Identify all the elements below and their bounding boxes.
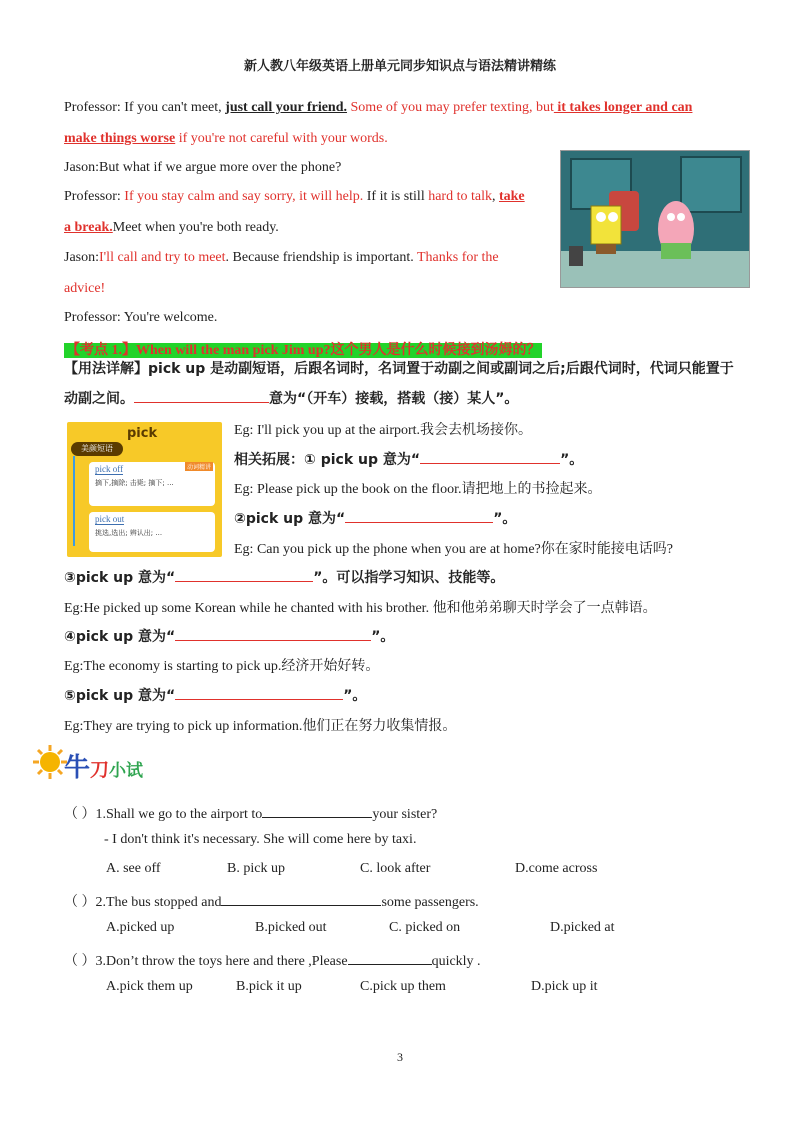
plain-text: 动副之间。: [64, 391, 134, 407]
dialogue-line-7: advice!: [64, 281, 106, 296]
dialogue-line-8: Professor: You're welcome.: [64, 310, 218, 325]
answer-text: if you're not careful with your words.: [175, 131, 388, 146]
extension-5: [64, 685, 366, 705]
option[interactable]: A. see off: [106, 861, 161, 876]
card-box-2: [89, 512, 215, 552]
dialogue-line-3: Jason:But what if we argue more over the phone?: [64, 160, 342, 175]
option[interactable]: D.picked at: [550, 920, 615, 935]
extension-3: [64, 567, 504, 587]
plain-text: （ ）1.Shall we go to the airport to: [64, 807, 263, 822]
plain-text: ”。: [343, 688, 367, 704]
plain-text: ”。: [560, 452, 584, 468]
plain-text: If it is still: [363, 189, 429, 204]
answer-text: Thanks for the: [416, 250, 499, 265]
dialogue-line-6: [64, 250, 499, 266]
card-box-1: [89, 462, 215, 506]
plain-text: ⑤pick up 意为“: [64, 688, 176, 704]
plain-text: （ ）2.The bus stopped and: [64, 895, 222, 910]
answer-blank[interactable]: [345, 510, 493, 523]
example-5: Eg:The economy is starting to pick up.经济开始好转。: [64, 659, 380, 674]
speaker-text: Professor: If you can't meet,: [64, 100, 226, 115]
cartoon-scene-icon: [561, 151, 749, 287]
plain-text: 意为“（开车）接载，搭载（接）某人”。: [269, 391, 519, 407]
dialogue-line-5: [64, 220, 279, 236]
pick-card-image: [67, 422, 222, 557]
page-number: 3: [397, 1050, 403, 1064]
answer-blank[interactable]: [262, 805, 372, 818]
card-desc-2: 挑选,选出; 辨认出; ...: [95, 529, 163, 537]
speaker-text: Professor:: [64, 189, 125, 204]
plain-text: some passengers.: [381, 895, 479, 910]
extension-4: [64, 626, 394, 646]
answer-text: take: [498, 189, 525, 204]
plain-text: ④pick up 意为“: [64, 629, 176, 645]
plain-text: ”。: [371, 629, 395, 645]
plain-text: ②pick up 意为“: [234, 511, 346, 527]
card-term-1: pick off: [95, 464, 124, 474]
card-tag: 动词精讲: [187, 464, 212, 471]
option[interactable]: B.picked out: [255, 920, 327, 935]
page-header: 新人教八年级英语上册单元同步知识点与语法精讲精练: [243, 59, 556, 74]
example-3: Eg: Can you pick up the phone when you are at home?你在家时能接电话吗?: [234, 542, 673, 557]
example-6: Eg:They are trying to pick up information.他们正在努力收集情报。: [64, 719, 457, 734]
usage-line-1: 【用法详解】pick up 是动副短语，后跟名词时，名词置于动副之间或副词之后;后跟代词时，代词只能置于: [64, 361, 734, 377]
question-1: [64, 803, 437, 823]
option[interactable]: C. picked on: [389, 920, 461, 935]
section-char: 牛: [64, 753, 91, 783]
dialogue-line-4: [64, 189, 525, 205]
speaker-text: Jason:: [64, 250, 99, 265]
answer-blank[interactable]: [420, 451, 560, 464]
question-2: [64, 891, 479, 911]
answer-blank[interactable]: [221, 893, 381, 906]
answer-text: If you stay calm and say sorry, it will help.: [124, 189, 364, 204]
example-2: Eg: Please pick up the book on the floor.请把地上的书捡起来。: [234, 482, 602, 497]
answer-blank[interactable]: [348, 952, 432, 965]
answer-text: hard to talk: [428, 189, 492, 204]
answer-text: it takes longer and can: [553, 100, 693, 115]
option[interactable]: B. pick up: [227, 861, 285, 876]
dialogue-line-1: [64, 100, 692, 116]
answer-blank[interactable]: [175, 628, 371, 641]
plain-text: ,: [491, 189, 499, 204]
option[interactable]: D.pick up it: [531, 979, 598, 994]
option[interactable]: A.picked up: [106, 920, 175, 935]
plain-text: your sister?: [372, 807, 438, 822]
answer-text: make things worse: [64, 131, 176, 146]
section-char: 刀: [90, 759, 110, 781]
plain-text: quickly .: [431, 954, 481, 969]
plain-text: Meet when you're both ready.: [112, 220, 279, 235]
answer-text: Some of you may prefer texting, but: [347, 100, 554, 115]
section-char: 小: [109, 761, 127, 781]
plain-text: 相关拓展：① pick up 意为“: [234, 452, 421, 468]
answer-text: I'll call and try to meet: [99, 250, 226, 265]
example-4: Eg:He picked up some Korean while he chanted with his brother. 他和他弟弟聊天时学会了一点韩语。: [64, 601, 657, 616]
plain-text: ”。: [493, 511, 517, 527]
sun-icon: [32, 744, 68, 780]
section-char: 试: [126, 761, 144, 781]
key-point-text: 【考点 1.】When will the man pick Jim up?这个男人是什么时候接到汤姆的？: [66, 343, 541, 358]
card-term-2: pick out: [95, 514, 125, 524]
plain-text: ③pick up 意为“: [64, 570, 176, 586]
card-badge: 美颜短语: [71, 442, 123, 456]
plain-text: （ ）3.Don’t throw the toys here and there ,Please: [64, 954, 348, 969]
extension-2: [234, 508, 516, 528]
card-connector: [73, 456, 75, 546]
card-title: pick: [127, 426, 158, 441]
answer-blank[interactable]: [134, 390, 269, 403]
option[interactable]: D.come across: [515, 861, 598, 876]
option[interactable]: B.pick it up: [236, 979, 302, 994]
dialogue-line-2: [64, 131, 388, 147]
extension-1: [234, 449, 583, 469]
card-desc-1: 摘下,摘除; 击毙; 摘下; ...: [95, 479, 174, 487]
answer-blank[interactable]: [175, 569, 313, 582]
plain-text: ”。可以指学习知识、技能等。: [313, 570, 505, 586]
option[interactable]: C.pick up them: [360, 979, 446, 994]
key-point-title: [64, 339, 542, 359]
question-1-reply: - I don't think it's necessary. She will come here by taxi.: [104, 832, 417, 847]
cartoon-illustration: [560, 150, 750, 288]
option[interactable]: A.pick them up: [106, 979, 193, 994]
question-3: [64, 950, 481, 970]
answer-blank[interactable]: [175, 687, 343, 700]
usage-line-2: [64, 388, 518, 408]
option[interactable]: C. look after: [360, 861, 431, 876]
answer-text: a break.: [64, 220, 113, 235]
answer-text: just call your friend.: [225, 100, 348, 115]
plain-text: . Because friendship is important.: [225, 250, 417, 265]
example-1: Eg: I'll pick you up at the airport.我会去机场接你。: [234, 423, 533, 438]
section-title: [64, 747, 143, 784]
